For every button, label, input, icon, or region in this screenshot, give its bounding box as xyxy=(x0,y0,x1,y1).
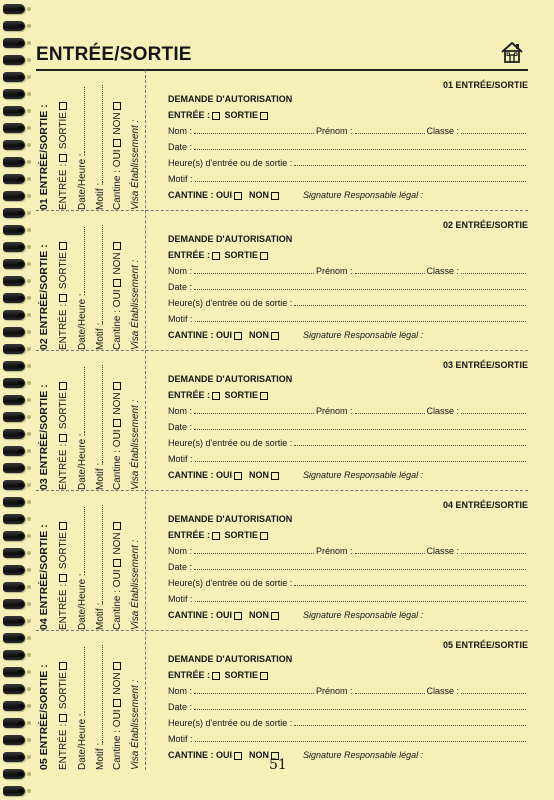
spiral-ring xyxy=(3,650,25,660)
motif-row: Motif : xyxy=(168,594,528,604)
classe-field[interactable] xyxy=(461,412,526,414)
nom-row: Nom : Prénom : Classe : xyxy=(168,266,528,276)
motif-row: Motif : xyxy=(168,734,528,744)
classe-field[interactable] xyxy=(461,692,526,694)
sortie-checkbox[interactable] xyxy=(260,532,268,540)
cantine-row: CANTINE : OUI NON Signature Responsable légal : xyxy=(168,190,424,200)
stub-dateheure: Date/Heure : xyxy=(76,227,88,350)
punch-hole xyxy=(27,755,31,759)
date-field[interactable] xyxy=(194,568,526,570)
spiral-ring xyxy=(3,259,25,269)
sortie-checkbox[interactable] xyxy=(260,112,268,120)
punch-hole xyxy=(27,143,31,147)
punch-hole xyxy=(27,211,31,215)
spiral-ring xyxy=(3,599,25,609)
spiral-ring xyxy=(3,225,25,235)
spiral-ring xyxy=(3,514,25,524)
nom-field[interactable] xyxy=(194,693,314,694)
spiral-ring xyxy=(3,701,25,711)
date-field[interactable] xyxy=(194,428,526,430)
ticket-form xyxy=(148,210,528,350)
request-title: DEMANDE D'AUTORISATION xyxy=(168,654,293,664)
spiral-ring xyxy=(3,344,25,354)
spiral-ring xyxy=(3,55,25,65)
cantine-oui-checkbox[interactable] xyxy=(234,612,242,620)
stub-motif: Motif : xyxy=(94,225,106,350)
spiral-ring xyxy=(3,72,25,82)
date-row: Date : xyxy=(168,282,528,292)
punch-hole xyxy=(27,636,31,640)
spiral-ring xyxy=(3,38,25,48)
ticket-number: 05 ENTRÉE/SORTIE xyxy=(442,640,528,650)
punch-hole xyxy=(27,109,31,113)
punch-hole xyxy=(27,466,31,470)
punch-hole xyxy=(27,194,31,198)
punch-hole xyxy=(27,313,31,317)
motif-row: Motif : xyxy=(168,174,528,184)
ticket-form xyxy=(148,630,528,770)
ticket-stub xyxy=(36,350,144,490)
punch-hole xyxy=(27,126,31,130)
punch-hole xyxy=(27,177,31,181)
entree-sortie-row: ENTRÉE : SORTIE xyxy=(168,670,528,680)
stub-visa: Visa Établissement : xyxy=(130,539,141,630)
stub-dateheure: Date/Heure : xyxy=(76,647,88,770)
ticket-number: 04 ENTRÉE/SORTIE xyxy=(442,500,528,510)
stub-cantine: Cantine : OUI NON xyxy=(112,520,123,630)
spiral-ring xyxy=(3,123,25,133)
heures-row: Heure(s) d'entrée ou de sortie : xyxy=(168,718,528,728)
spiral-ring xyxy=(3,769,25,779)
ticket-form xyxy=(148,350,528,490)
ticket-separator xyxy=(36,630,528,631)
punch-hole xyxy=(27,75,31,79)
spiral-ring xyxy=(3,174,25,184)
cantine-row: CANTINE : OUI NON Signature Responsable légal : xyxy=(168,470,424,480)
stub-entree-sortie: ENTRÉE : SORTIE xyxy=(58,660,69,770)
prenom-field[interactable] xyxy=(355,693,425,694)
punch-hole xyxy=(27,449,31,453)
entree-sortie-row: ENTRÉE : SORTIE xyxy=(168,110,528,120)
stub-dateheure: Date/Heure : xyxy=(76,367,88,490)
prenom-field[interactable] xyxy=(355,413,425,414)
cantine-oui-checkbox[interactable] xyxy=(234,332,242,340)
signature-label: Signature Responsable légal : xyxy=(303,190,424,200)
stub-motif: Motif : xyxy=(94,645,106,770)
motif-field[interactable] xyxy=(195,460,526,462)
stub-cantine-oui-checkbox[interactable] xyxy=(113,279,121,287)
motif-row: Motif : xyxy=(168,454,528,464)
punch-hole xyxy=(27,568,31,572)
punch-hole xyxy=(27,262,31,266)
nom-field[interactable] xyxy=(194,273,314,274)
punch-hole xyxy=(27,228,31,232)
punch-hole xyxy=(27,296,31,300)
cantine-non-checkbox[interactable] xyxy=(271,612,279,620)
punch-hole xyxy=(27,738,31,742)
punch-hole xyxy=(27,7,31,11)
punch-hole xyxy=(27,534,31,538)
stub-dateheure: Date/Heure : xyxy=(76,507,88,630)
date-row: Date : xyxy=(168,422,528,432)
stub-title: 02 ENTRÉE/SORTIE : xyxy=(38,244,50,350)
spiral-ring xyxy=(3,157,25,167)
spiral-ring xyxy=(3,140,25,150)
cantine-oui-checkbox[interactable] xyxy=(234,192,242,200)
stub-entree-checkbox[interactable] xyxy=(59,294,67,302)
punch-hole xyxy=(27,398,31,402)
signature-label: Signature Responsable légal : xyxy=(303,470,424,480)
punch-hole xyxy=(27,160,31,164)
stub-visa: Visa Établissement : xyxy=(130,259,141,350)
spiral-ring xyxy=(3,378,25,388)
spiral-ring xyxy=(3,446,25,456)
punch-hole xyxy=(27,772,31,776)
punch-hole xyxy=(27,704,31,708)
stub-motif: Motif : xyxy=(94,365,106,490)
stub-cantine-non-checkbox[interactable] xyxy=(113,102,121,110)
punch-hole xyxy=(27,364,31,368)
heures-row: Heure(s) d'entrée ou de sortie : xyxy=(168,438,528,448)
ticket-separator xyxy=(36,350,528,351)
punch-hole xyxy=(27,432,31,436)
sortie-checkbox[interactable] xyxy=(260,252,268,260)
spiral-ring xyxy=(3,735,25,745)
spiral-ring xyxy=(3,21,25,31)
spiral-ring xyxy=(3,327,25,337)
signature-label: Signature Responsable légal : xyxy=(303,610,424,620)
punch-hole xyxy=(27,670,31,674)
spiral-ring xyxy=(3,497,25,507)
spiral-ring xyxy=(3,429,25,439)
spiral-ring xyxy=(3,718,25,728)
stub-sortie-checkbox[interactable] xyxy=(59,102,67,110)
nom-row: Nom : Prénom : Classe : xyxy=(168,406,528,416)
stub-entree-checkbox[interactable] xyxy=(59,434,67,442)
punch-hole xyxy=(27,381,31,385)
prenom-field[interactable] xyxy=(355,553,425,554)
signature-label: Signature Responsable légal : xyxy=(303,330,424,340)
cantine-row: CANTINE : OUI NON Signature Responsable légal : xyxy=(168,330,424,340)
stub-motif: Motif : xyxy=(94,85,106,210)
punch-hole xyxy=(27,41,31,45)
punch-hole xyxy=(27,500,31,504)
stub-sortie-checkbox[interactable] xyxy=(59,242,67,250)
entree-checkbox[interactable] xyxy=(212,672,220,680)
cantine-oui-checkbox[interactable] xyxy=(234,752,242,760)
stub-entree-checkbox[interactable] xyxy=(59,154,67,162)
entree-sortie-row: ENTRÉE : SORTIE xyxy=(168,250,528,260)
prenom-field[interactable] xyxy=(355,273,425,274)
punch-hole xyxy=(27,517,31,521)
stub-visa: Visa Établissement : xyxy=(130,679,141,770)
stub-cantine-non-checkbox[interactable] xyxy=(113,662,121,670)
spiral-ring xyxy=(3,242,25,252)
stub-entree-sortie: ENTRÉE : SORTIE xyxy=(58,520,69,630)
stub-cantine: Cantine : OUI NON xyxy=(112,100,123,210)
stub-title: 03 ENTRÉE/SORTIE : xyxy=(38,384,50,490)
nom-field[interactable] xyxy=(194,133,314,134)
ticket-number: 03 ENTRÉE/SORTIE xyxy=(442,360,528,370)
entree-checkbox[interactable] xyxy=(212,252,220,260)
ticket-stub xyxy=(36,630,144,770)
spiral-ring xyxy=(3,412,25,422)
entree-sortie-row: ENTRÉE : SORTIE xyxy=(168,530,528,540)
punch-hole xyxy=(27,330,31,334)
punch-hole xyxy=(27,602,31,606)
sortie-checkbox[interactable] xyxy=(260,672,268,680)
prenom-field[interactable] xyxy=(355,133,425,134)
stub-title: 04 ENTRÉE/SORTIE : xyxy=(38,524,50,630)
ticket-number: 02 ENTRÉE/SORTIE xyxy=(442,220,528,230)
ticket-separator xyxy=(36,210,528,211)
stub-sortie-checkbox[interactable] xyxy=(59,522,67,530)
stub-cantine-oui-checkbox[interactable] xyxy=(113,419,121,427)
spiral-ring xyxy=(3,633,25,643)
request-title: DEMANDE D'AUTORISATION xyxy=(168,234,293,244)
heures-field[interactable] xyxy=(294,724,526,726)
date-row: Date : xyxy=(168,562,528,572)
nom-field[interactable] xyxy=(194,413,314,414)
spiral-ring xyxy=(3,361,25,371)
date-field[interactable] xyxy=(194,148,526,150)
spiral-ring xyxy=(3,616,25,626)
classe-field[interactable] xyxy=(461,132,526,134)
spiral-binding xyxy=(0,0,30,800)
stub-entree-checkbox[interactable] xyxy=(59,714,67,722)
spiral-ring xyxy=(3,191,25,201)
stub-title: 05 ENTRÉE/SORTIE : xyxy=(38,664,50,770)
punch-hole xyxy=(27,415,31,419)
stub-cantine-non-checkbox[interactable] xyxy=(113,242,121,250)
punch-hole xyxy=(27,585,31,589)
nom-row: Nom : Prénom : Classe : xyxy=(168,546,528,556)
stub-cantine-oui-checkbox[interactable] xyxy=(113,139,121,147)
stub-visa: Visa Établissement : xyxy=(130,399,141,490)
stub-entree-sortie: ENTRÉE : SORTIE xyxy=(58,380,69,490)
punch-hole xyxy=(27,58,31,62)
spiral-ring xyxy=(3,463,25,473)
heures-field[interactable] xyxy=(294,444,526,446)
heures-row: Heure(s) d'entrée ou de sortie : xyxy=(168,158,528,168)
stub-cantine: Cantine : OUI NON xyxy=(112,660,123,770)
spiral-ring xyxy=(3,752,25,762)
spiral-ring xyxy=(3,786,25,796)
punch-hole xyxy=(27,653,31,657)
spiral-ring xyxy=(3,276,25,286)
ticket-stub xyxy=(36,210,144,350)
sortie-checkbox[interactable] xyxy=(260,392,268,400)
stub-sortie-checkbox[interactable] xyxy=(59,382,67,390)
ticket-form xyxy=(148,70,528,210)
punch-hole xyxy=(27,279,31,283)
spiral-ring xyxy=(3,208,25,218)
punch-hole xyxy=(27,245,31,249)
date-row: Date : xyxy=(168,142,528,152)
cantine-row: CANTINE : OUI NON Signature Responsable légal : xyxy=(168,610,424,620)
request-title: DEMANDE D'AUTORISATION xyxy=(168,514,293,524)
motif-field[interactable] xyxy=(195,740,526,742)
punch-hole xyxy=(27,551,31,555)
ticket-form xyxy=(148,490,528,630)
heures-field[interactable] xyxy=(294,304,526,306)
stub-entree-sortie: ENTRÉE : SORTIE xyxy=(58,240,69,350)
stub-sortie-checkbox[interactable] xyxy=(59,662,67,670)
punch-hole xyxy=(27,721,31,725)
spiral-ring xyxy=(3,582,25,592)
spiral-ring xyxy=(3,310,25,320)
page-title: ENTRÉE/SORTIE xyxy=(36,44,192,65)
stub-title: 01 ENTRÉE/SORTIE : xyxy=(38,104,50,210)
spiral-ring xyxy=(3,565,25,575)
classe-field[interactable] xyxy=(461,552,526,554)
home-icon[interactable] xyxy=(500,40,524,64)
spiral-ring xyxy=(3,684,25,694)
date-field[interactable] xyxy=(194,708,526,710)
date-field[interactable] xyxy=(194,288,526,290)
nom-row: Nom : Prénom : Classe : xyxy=(168,686,528,696)
stub-cantine-non-checkbox[interactable] xyxy=(113,522,121,530)
spiral-ring xyxy=(3,293,25,303)
classe-field[interactable] xyxy=(461,272,526,274)
cantine-non-checkbox[interactable] xyxy=(271,472,279,480)
stub-visa: Visa Établissement : xyxy=(130,119,141,210)
stub-divider xyxy=(145,70,146,770)
motif-field[interactable] xyxy=(195,320,526,322)
nom-field[interactable] xyxy=(194,553,314,554)
spiral-ring xyxy=(3,531,25,541)
heures-field[interactable] xyxy=(294,584,526,586)
stub-entree-sortie: ENTRÉE : SORTIE xyxy=(58,100,69,210)
entree-checkbox[interactable] xyxy=(212,532,220,540)
heures-row: Heure(s) d'entrée ou de sortie : xyxy=(168,578,528,588)
punch-hole xyxy=(27,347,31,351)
punch-hole xyxy=(27,92,31,96)
page-number: 51 xyxy=(269,757,287,773)
cantine-oui-checkbox[interactable] xyxy=(234,472,242,480)
punch-hole xyxy=(27,687,31,691)
entree-checkbox[interactable] xyxy=(212,112,220,120)
stub-motif: Motif : xyxy=(94,505,106,630)
cantine-non-checkbox[interactable] xyxy=(271,192,279,200)
motif-field[interactable] xyxy=(195,600,526,602)
spiral-ring xyxy=(3,548,25,558)
spiral-ring xyxy=(3,89,25,99)
stub-cantine: Cantine : OUI NON xyxy=(112,380,123,490)
stub-dateheure: Date/Heure : xyxy=(76,87,88,210)
nom-row: Nom : Prénom : Classe : xyxy=(168,126,528,136)
ticket-stub xyxy=(36,70,144,210)
heures-field[interactable] xyxy=(294,164,526,166)
spiral-ring xyxy=(3,4,25,14)
request-title: DEMANDE D'AUTORISATION xyxy=(168,374,293,384)
spiral-ring xyxy=(3,106,25,116)
cantine-non-checkbox[interactable] xyxy=(271,332,279,340)
punch-hole xyxy=(27,24,31,28)
punch-hole xyxy=(27,789,31,793)
punch-hole xyxy=(27,619,31,623)
stub-entree-checkbox[interactable] xyxy=(59,574,67,582)
spiral-ring xyxy=(3,480,25,490)
ticket-stub xyxy=(36,490,144,630)
entree-sortie-row: ENTRÉE : SORTIE xyxy=(168,390,528,400)
request-title: DEMANDE D'AUTORISATION xyxy=(168,94,293,104)
stub-cantine-oui-checkbox[interactable] xyxy=(113,699,121,707)
stub-cantine: Cantine : OUI NON xyxy=(112,240,123,350)
spiral-ring xyxy=(3,667,25,677)
cantine-row: CANTINE : OUI NON Signature Responsable légal : xyxy=(168,750,424,760)
date-row: Date : xyxy=(168,702,528,712)
stub-cantine-non-checkbox[interactable] xyxy=(113,382,121,390)
motif-field[interactable] xyxy=(195,180,526,182)
signature-label: Signature Responsable légal : xyxy=(303,750,424,760)
stub-cantine-oui-checkbox[interactable] xyxy=(113,559,121,567)
heures-row: Heure(s) d'entrée ou de sortie : xyxy=(168,298,528,308)
motif-row: Motif : xyxy=(168,314,528,324)
spiral-ring xyxy=(3,395,25,405)
entree-checkbox[interactable] xyxy=(212,392,220,400)
ticket-separator xyxy=(36,490,528,491)
ticket-number: 01 ENTRÉE/SORTIE xyxy=(442,80,528,90)
punch-hole xyxy=(27,483,31,487)
